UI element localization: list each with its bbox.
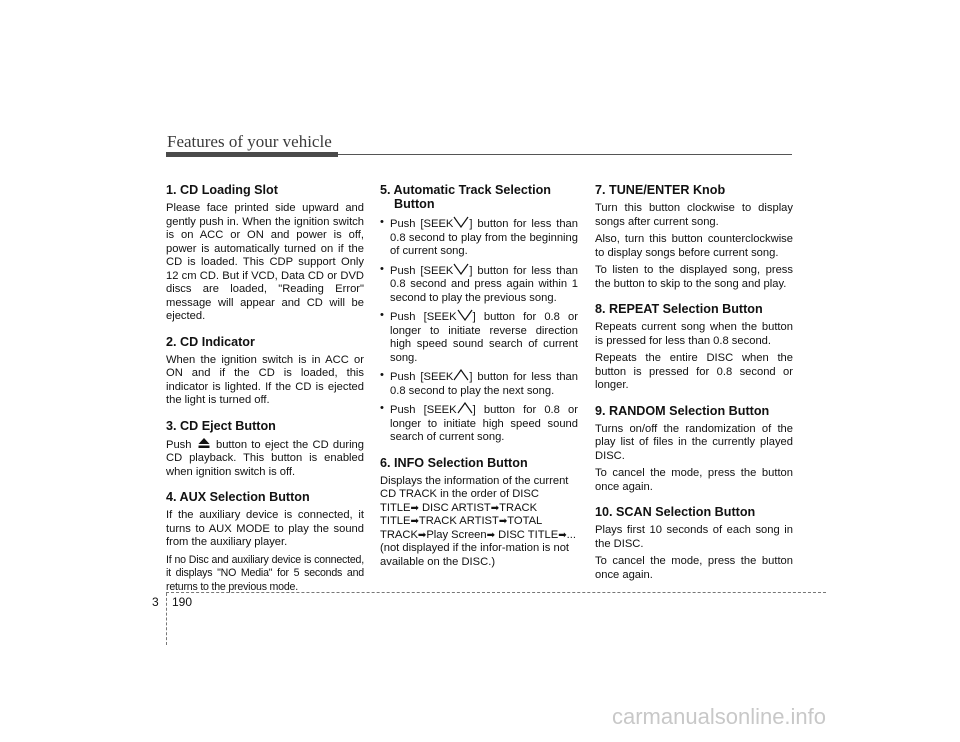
list-item	[380, 402, 578, 445]
text-fragment: ] button for less than 0.8 second to play from the beginning of current song.	[390, 218, 578, 257]
column-right	[595, 183, 793, 586]
text-fragment: ] button for less than 0.8 second to play the next song.	[390, 371, 578, 397]
text-fragment: TRACK TITLE	[380, 501, 538, 527]
section-heading: 2. CD Indicator	[166, 334, 255, 349]
text-fragment: ] button for 0.8 or longer to initiate reverse direction high speed sound search of current song.	[390, 311, 578, 364]
text-fragment: Push [SEEK	[390, 371, 454, 383]
text-fragment: button to eject the CD during CD playback. This button is enabled when ignition switch is off.	[166, 438, 364, 478]
arrow-right-icon: ➡	[410, 516, 419, 527]
arrow-right-icon: ➡	[410, 502, 419, 514]
heading-line: Button	[394, 197, 435, 211]
column-middle	[380, 183, 578, 573]
text-fragment: Push [SEEK	[390, 311, 457, 323]
bullet: •	[380, 402, 384, 414]
arrow-right-icon: ➡	[417, 529, 427, 541]
section-heading: 8. REPEAT Selection Button	[595, 302, 763, 316]
section-text: Also, turn this button counterclockwise to display songs before current song.	[595, 233, 793, 259]
chevron-down-icon	[457, 309, 473, 321]
text-fragment: Push	[166, 438, 192, 451]
bullet: •	[380, 309, 384, 321]
section-text: Plays first 10 seconds of each song in the DISC.	[595, 524, 793, 550]
footer-rule	[166, 592, 826, 593]
list-item	[380, 309, 578, 365]
section-text: Please face printed side upward and gently push in. When the ignition switch is on ACC or ON and power is off, power is automatically turned on if the CD is loaded. This CDP support Only 12 cm CD. But if VCD, Data CD or DVD discs are loaded, "Reading Error" message will appear and CD will be ejected.	[166, 202, 364, 322]
section-heading: 4. AUX Selection Button	[166, 490, 310, 504]
section-heading: 7. TUNE/ENTER Knob	[595, 183, 726, 197]
arrow-right-icon: ➡	[498, 516, 508, 527]
section-text: Repeats current song when the button is pressed for less than 0.8 second.	[595, 321, 793, 347]
text-fragment: ... (not displayed if the infor-mation is not available on the DISC.)	[380, 528, 576, 568]
text-fragment: DISC ARTIST	[421, 501, 491, 514]
arrow-right-icon: ➡	[558, 529, 567, 541]
text-fragment: TOTAL TRACK	[380, 515, 542, 541]
heading-line: 5. Automatic Track Selection	[380, 183, 552, 197]
text-fragment: Push [SEEK	[390, 264, 454, 277]
section-text: If the auxiliary device is connected, it turns to AUX MODE to play the sound from the auxiliary player.	[166, 509, 364, 548]
list-item	[380, 216, 578, 259]
text-fragment: TRACK ARTIST	[418, 515, 499, 527]
list-item	[380, 263, 578, 306]
chevron-down-icon	[453, 216, 469, 228]
chevron-up-icon	[457, 402, 473, 414]
bullet: •	[380, 262, 384, 275]
eject-icon	[198, 438, 210, 449]
section-text: If no Disc and auxiliary device is connected, it displays "NO Media" for 5 seconds and returns to the previous mode.	[166, 553, 364, 593]
section-heading: 6. INFO Selection Button	[380, 455, 528, 470]
arrow-right-icon: ➡	[486, 529, 496, 541]
section-text: Turn this button clockwise to display songs after current song.	[595, 202, 793, 228]
section-text: To cancel the mode, press the button once again.	[595, 555, 793, 581]
page-number: 190	[172, 595, 193, 609]
text-fragment: ] button for less than 0.8 second and press again within 1 second to play the previous song.	[390, 264, 578, 304]
text-fragment: ] button for 0.8 or longer to initiate high speed sound search of current song.	[390, 404, 578, 443]
section-heading	[380, 183, 578, 211]
chevron-down-icon	[453, 263, 469, 275]
column-left	[166, 183, 364, 598]
section-heading: 3. CD Eject Button	[166, 418, 276, 433]
text-fragment: DISC TITLE	[498, 528, 559, 541]
section-text	[166, 438, 364, 480]
bullet: •	[380, 216, 384, 228]
page-header-title: Features of your vehicle	[167, 132, 332, 151]
text-fragment: Displays the information of the current CD TRACK in the order of DISC TITLE	[380, 474, 569, 514]
text-fragment: Push [SEEK	[390, 218, 454, 230]
section-text: To listen to the displayed song, press the button to skip to the song and play.	[595, 264, 793, 290]
section-text	[380, 475, 578, 570]
section-text: To cancel the mode, press the button once again.	[595, 467, 793, 493]
text-fragment: Push [SEEK	[390, 404, 457, 416]
chapter-number: 3	[152, 595, 159, 609]
seek-list	[380, 216, 578, 445]
bullet: •	[380, 369, 384, 381]
section-heading: 9. RANDOM Selection Button	[595, 403, 770, 418]
header-bar	[166, 152, 338, 157]
header-rule	[338, 154, 792, 155]
list-item	[380, 369, 578, 398]
arrow-right-icon: ➡	[490, 502, 500, 514]
section-heading: 10. SCAN Selection Button	[595, 505, 756, 519]
text-fragment: Play Screen	[426, 528, 487, 541]
watermark: carmanualsonline.info	[612, 704, 827, 729]
section-text: Repeats the entire DISC when the button is pressed for 0.8 second or longer.	[595, 352, 793, 391]
section-text: Turns on/off the randomization of the play list of files in the currently played DISC.	[595, 422, 793, 462]
chevron-up-icon	[453, 369, 469, 381]
section-heading: 1. CD Loading Slot	[166, 183, 278, 197]
section-text: When the ignition switch is in ACC or ON and if the CD is loaded, this indicator is lighted. If the CD is ejected the light is turned off.	[166, 353, 364, 406]
footer-vertical-rule	[166, 593, 167, 645]
